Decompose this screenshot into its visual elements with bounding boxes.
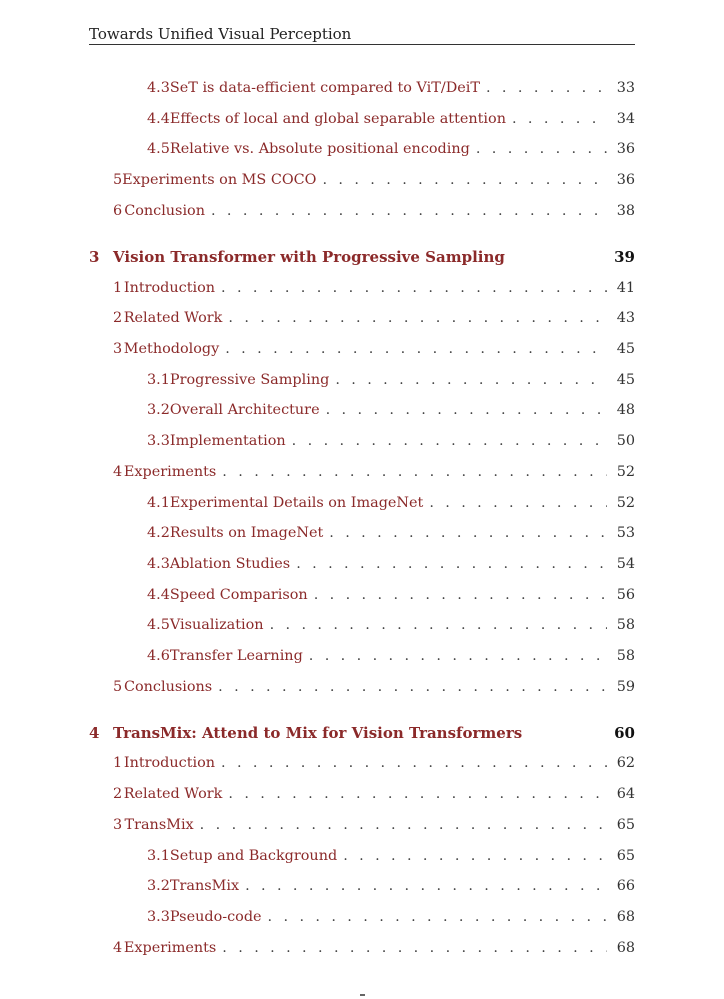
toc-section-entry[interactable] — [113, 936, 635, 960]
toc-dot-leader — [320, 172, 607, 188]
toc-entry-title: Experimental Details on ImageNet — [169, 495, 424, 511]
toc-entry-page-number: 68 — [616, 940, 635, 956]
toc-dot-leader — [226, 310, 607, 326]
toc-dot-leader — [294, 556, 607, 572]
toc-entry-title: Ablation Studies — [169, 556, 291, 572]
toc-entry-number: 3 — [113, 341, 123, 357]
toc-entry-number: 1 — [113, 280, 123, 296]
toc-chapter-entry[interactable] — [89, 245, 635, 269]
toc-subsection-entry[interactable] — [147, 874, 635, 898]
toc-entry-page-number: 56 — [616, 587, 635, 603]
toc-section-entry[interactable] — [113, 813, 635, 837]
toc-entry-page-number: 45 — [616, 341, 635, 357]
toc-dot-leader — [243, 878, 607, 894]
toc-entry-page-number: 58 — [616, 617, 635, 633]
toc-dot-leader — [341, 848, 607, 864]
toc-subsection-entry[interactable] — [147, 644, 635, 668]
toc-dot-leader — [220, 464, 607, 480]
toc-entry-page-number: 66 — [616, 878, 635, 894]
toc-entry-page-number: 62 — [616, 755, 635, 771]
toc-entry-title: Visualization — [169, 617, 264, 633]
toc-entry-title: Conclusions — [123, 679, 213, 695]
toc-entry-title: Experiments — [123, 940, 217, 956]
toc-entry-number: 5 — [113, 679, 123, 695]
toc-dot-leader — [474, 141, 607, 157]
toc-subsection-entry[interactable] — [147, 905, 635, 929]
toc-subsection-entry[interactable] — [147, 491, 635, 515]
toc-entry-number: 4.6 — [147, 648, 170, 664]
toc-entry-title: Introduction — [123, 755, 216, 771]
toc-entry-title: Introduction — [123, 280, 216, 296]
toc-entry-title: Conclusion — [124, 203, 205, 219]
toc-entry-number: 3.1 — [147, 372, 170, 388]
toc-entry-title: Methodology — [123, 341, 220, 357]
toc-entry-title: Related Work — [123, 310, 223, 326]
toc-subsection-entry[interactable] — [147, 76, 635, 100]
toc-entry-page-number: 65 — [616, 848, 635, 864]
toc-entry-page-number: 36 — [616, 141, 635, 157]
toc-dot-leader — [223, 341, 607, 357]
toc-dot-leader — [216, 679, 607, 695]
toc-entry-number: 4.4 — [147, 587, 170, 603]
toc-entry-number: 3.1 — [147, 848, 170, 864]
toc-entry-page-number: 39 — [614, 248, 635, 266]
toc-entry-number: 4.5 — [147, 617, 170, 633]
toc-entry-number: 4.1 — [147, 495, 170, 511]
toc-entry-number: 3.2 — [147, 402, 170, 418]
toc-entry-number: 4.3 — [147, 80, 170, 96]
toc-entry-page-number: 53 — [616, 525, 635, 541]
toc-entry-number: 2 — [113, 310, 123, 326]
toc-entry-title: Effects of local and global separable attention — [169, 111, 506, 127]
toc-entry-page-number: 36 — [616, 172, 635, 188]
toc-entry-number: 4.4 — [147, 111, 170, 127]
toc-entry-number: 4.3 — [147, 556, 170, 572]
toc-section-entry[interactable] — [113, 675, 635, 699]
toc-dot-leader — [220, 940, 607, 956]
toc-subsection-entry[interactable] — [147, 137, 635, 161]
toc-dot-leader — [266, 909, 607, 925]
toc-entry-title: Implementation — [169, 433, 286, 449]
toc-dot-leader — [510, 111, 607, 127]
toc-section-entry[interactable] — [113, 337, 635, 361]
toc-entry-title: Transfer Learning — [169, 648, 303, 664]
toc-entry-title: TransMix — [124, 817, 194, 833]
toc-entry-title: Overall Architecture — [169, 402, 320, 418]
toc-section-entry[interactable] — [113, 199, 635, 223]
toc-entry-title: Setup and Background — [169, 848, 338, 864]
toc-dot-leader — [324, 402, 607, 418]
toc-entry-number: 3.3 — [147, 433, 170, 449]
toc-dot-leader — [198, 817, 607, 833]
toc-entry-page-number: 33 — [616, 80, 635, 96]
toc-entry-title: Vision Transformer with Progressive Sampling — [113, 248, 505, 266]
toc-entry-number: 4.2 — [147, 525, 170, 541]
toc-entry-page-number: 59 — [616, 679, 635, 695]
toc-section-entry[interactable] — [113, 276, 635, 300]
toc-entry-number: 5 — [113, 172, 123, 188]
toc-entry-page-number: 45 — [616, 372, 635, 388]
toc-section-entry[interactable] — [113, 460, 635, 484]
toc-entry-number: 3 — [89, 248, 100, 266]
toc-entry-number: 2 — [113, 786, 123, 802]
toc-entry-title: Related Work — [123, 786, 223, 802]
toc-dot-leader — [219, 755, 607, 771]
toc-entry-page-number: 64 — [616, 786, 635, 802]
toc-entry-title: SeT is data-efficient compared to ViT/DeiT — [169, 80, 480, 96]
toc-dot-leader — [219, 280, 607, 296]
toc-entry-title: TransMix — [169, 878, 240, 894]
toc-entry-page-number: 52 — [616, 464, 635, 480]
toc-entry-title: Speed Comparison — [169, 587, 308, 603]
toc-entry-number: 4 — [113, 464, 123, 480]
toc-subsection-entry[interactable] — [147, 429, 635, 453]
toc-entry-number: 4 — [89, 724, 100, 742]
toc-entry-page-number: 41 — [616, 280, 635, 296]
toc-entry-number: 3.3 — [147, 909, 170, 925]
toc-subsection-entry[interactable] — [147, 521, 635, 545]
toc-entry-page-number: 58 — [616, 648, 635, 664]
toc-entry-number: 4 — [113, 940, 123, 956]
toc-subsection-entry[interactable] — [147, 583, 635, 607]
toc-dot-leader — [226, 786, 607, 802]
toc-entry-title: TransMix: Attend to Mix for Vision Transformers — [113, 724, 523, 742]
toc-entry-page-number: 50 — [616, 433, 635, 449]
toc-entry-title: Progressive Sampling — [169, 372, 330, 388]
running-header-title: Towards Unified Visual Perception — [89, 25, 352, 43]
toc-dot-leader — [427, 495, 607, 511]
toc-subsection-entry[interactable] — [147, 368, 635, 392]
toc-subsection-entry[interactable] — [147, 107, 635, 131]
toc-dot-leader — [268, 617, 607, 633]
toc-subsection-entry[interactable] — [147, 844, 635, 868]
toc-dot-leader — [290, 433, 607, 449]
toc-entry-page-number: 65 — [616, 817, 635, 833]
toc-entry-number: 3.2 — [147, 878, 170, 894]
toc-entry-page-number: 54 — [616, 556, 635, 572]
toc-section-entry[interactable] — [113, 306, 635, 330]
toc-section-entry[interactable] — [113, 782, 635, 806]
toc-entry-title: Relative vs. Absolute positional encoding — [169, 141, 470, 157]
toc-dot-leader — [209, 203, 607, 219]
toc-entry-number: 1 — [113, 755, 123, 771]
toc-entry-title: Experiments — [123, 464, 217, 480]
toc-entry-page-number: 43 — [616, 310, 635, 326]
page-footer-mark — [360, 994, 365, 996]
toc-subsection-entry[interactable] — [147, 398, 635, 422]
toc-dot-leader — [333, 372, 607, 388]
toc-entry-page-number: 60 — [614, 724, 635, 742]
toc-subsection-entry[interactable] — [147, 613, 635, 637]
toc-dot-leader — [312, 587, 607, 603]
toc-entry-page-number: 38 — [616, 203, 635, 219]
toc-subsection-entry[interactable] — [147, 552, 635, 576]
toc-entry-page-number: 52 — [616, 495, 635, 511]
toc-section-entry[interactable] — [113, 168, 635, 192]
toc-entry-number: 3 — [113, 817, 123, 833]
toc-dot-leader — [484, 80, 607, 96]
toc-section-entry[interactable] — [113, 751, 635, 775]
toc-entry-title: Pseudo-code — [169, 909, 262, 925]
toc-dot-leader — [307, 648, 607, 664]
toc-entry-title: Results on ImageNet — [169, 525, 324, 541]
toc-dot-leader — [327, 525, 607, 541]
toc-entry-page-number: 34 — [616, 111, 635, 127]
toc-chapter-entry[interactable] — [89, 721, 635, 745]
toc-entry-page-number: 68 — [616, 909, 635, 925]
toc-entry-title: Experiments on MS COCO — [122, 172, 317, 188]
toc-entry-page-number: 48 — [616, 402, 635, 418]
toc-entry-number: 6 — [113, 203, 123, 219]
toc-entry-number: 4.5 — [147, 141, 170, 157]
